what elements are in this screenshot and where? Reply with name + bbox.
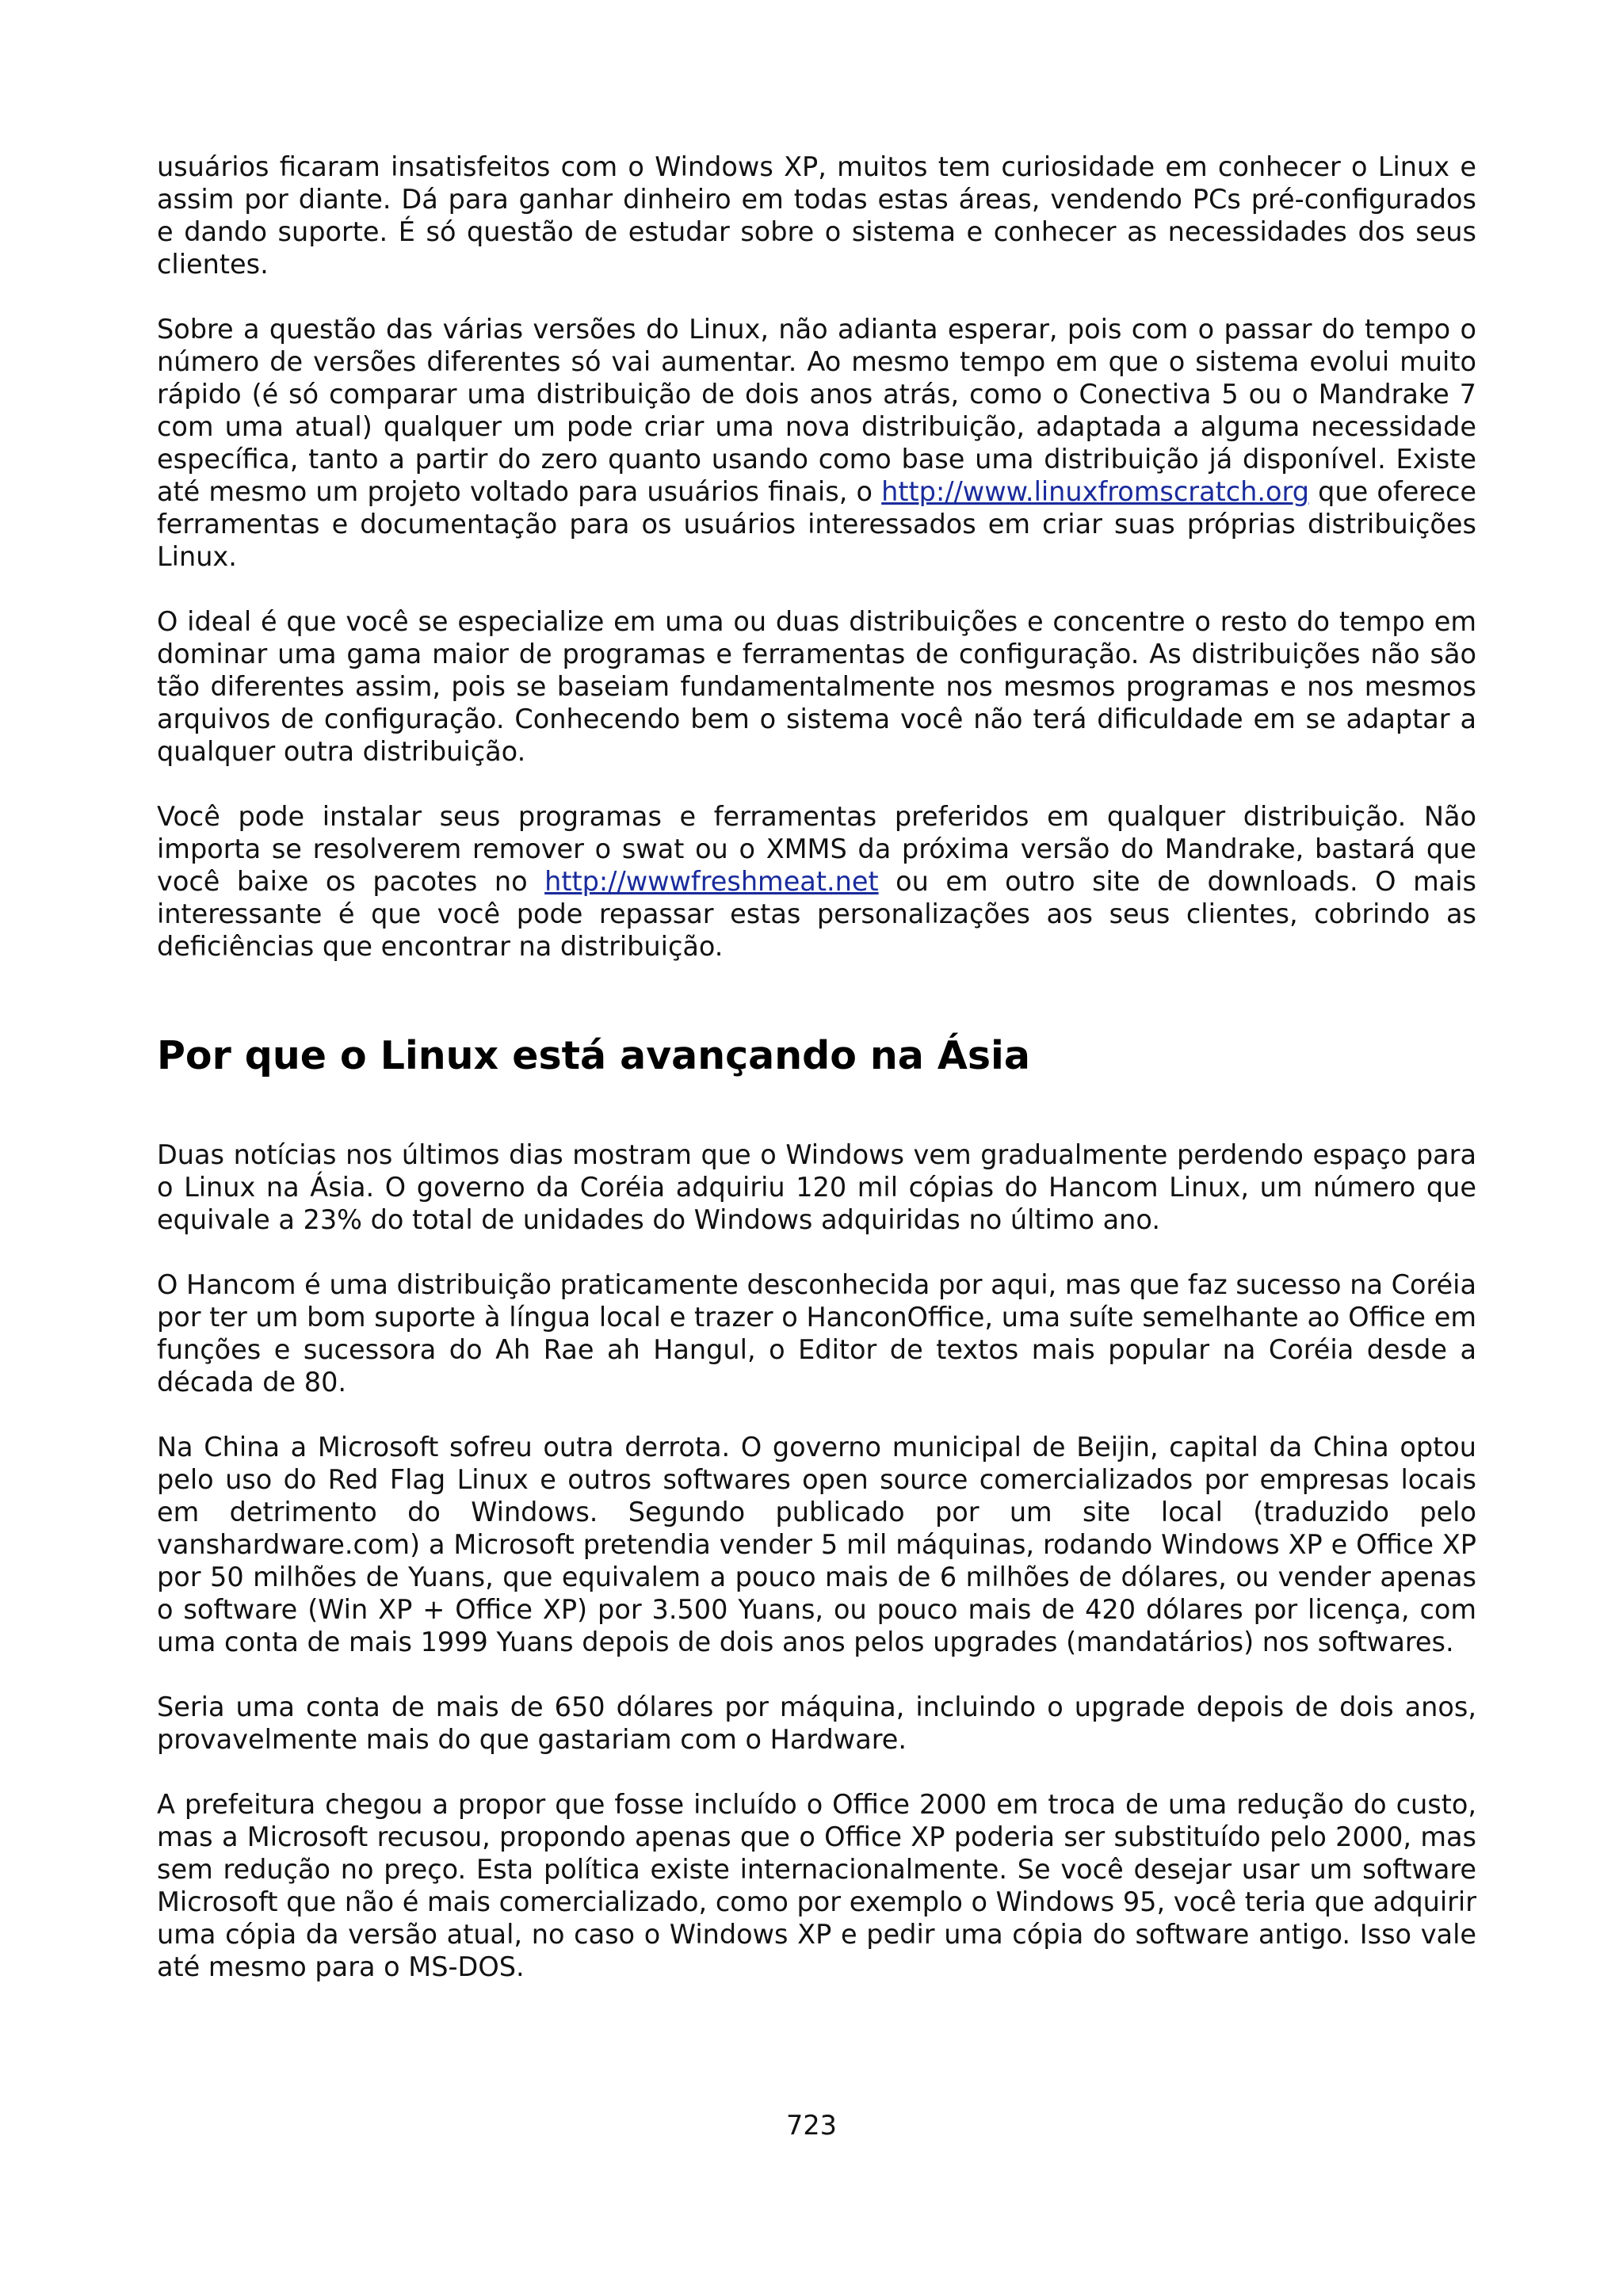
paragraph-8: Seria uma conta de mais de 650 dólares por máquina, incluindo o upgrade depois de dois anos, provavelmente mais do que gastariam com o Hardware. [157, 1691, 1476, 1755]
paragraph-4-text-b: ou em outro site de downloads. O mais interessante é que você pode repassar estas personalizações aos seus clientes, cobrindo as deficiências que encontrar na distribuição. [157, 866, 1476, 962]
paragraph-9: A prefeitura chegou a propor que fosse incluído o Office 2000 em troca de uma redução do custo, mas a Microsoft recusou, propondo apenas que o Office XP poderia ser substituído pelo 2000, mas sem redução no preço. Esta política existe internacionalmente. Se você desejar usar um software Microsoft que não é mais comercializado, como por exemplo o Windows 95, você teria que adquirir uma cópia da versão atual, no caso o Windows XP e pedir uma cópia do software antigo. Isso vale até mesmo para o MS-DOS. [157, 1789, 1476, 1982]
paragraph-1: usuários ficaram insatisfeitos com o Windows XP, muitos tem curiosidade em conhecer o Linux e assim por diante. Dá para ganhar dinheiro em todas estas áreas, vendendo PCs pré-configurados e dando suporte. É só questão de estudar sobre o sistema e conhecer as necessidades dos seus clientes. [157, 151, 1476, 280]
paragraph-4-text-a: Você pode instalar seus programas e ferramentas preferidos em qualquer distribuição. Não importa se resolverem remover o swat ou o XMMS da próxima versão do Mandrake, bastará que você baixe os pacotes no [157, 801, 1476, 897]
paragraph-2 [157, 313, 1476, 573]
paragraph-5: Duas notícias nos últimos dias mostram que o Windows vem gradualmente perdendo espaço para o Linux na Ásia. O governo da Coréia adquiriu 120 mil cópias do Hancom Linux, um número que equivale a 23% do total de unidades do Windows adquiridas no último ano. [157, 1139, 1476, 1235]
paragraph-7: Na China a Microsoft sofreu outra derrota. O governo municipal de Beijin, capital da China optou pelo uso do Red Flag Linux e outros softwares open source comercializados por empresas locais em detrimento do Windows. Segundo publicado por um site local (traduzido pelo vanshardware.com) a Microsoft pretendia vender 5 mil máquinas, rodando Windows XP e Office XP por 50 milhões de Yuans, que equivalem a pouco mais de 6 milhões de dólares, ou vender apenas o software (Win XP + Office XP) por 3.500 Yuans, ou pouco mais de 420 dólares por licença, com uma conta de mais 1999 Yuans depois de dois anos pelos upgrades (mandatários) nos softwares. [157, 1432, 1476, 1657]
paragraph-6: O Hancom é uma distribuição praticamente desconhecida por aqui, mas que faz sucesso na Coréia por ter um bom suporte à língua local e trazer o HanconOffice, uma suíte semelhante ao Office em funções e sucessora do Ah Rae ah Hangul, o Editor de textos mais popular na Coréia desde a década de 80. [157, 1269, 1476, 1398]
link-freshmeat[interactable]: http://wwwfreshmeat.net [544, 866, 879, 897]
paragraph-2-text-b: que oferece ferramentas e documentação para os usuários interessados em criar suas próprias distribuições Linux. [157, 476, 1476, 572]
page-number: 723 [786, 2110, 837, 2141]
paragraph-3: O ideal é que você se especialize em uma ou duas distribuições e concentre o resto do tempo em dominar uma gama maior de programas e ferramentas de configuração. As distribuições não são tão diferentes assim, pois se baseiam fundamentalmente nos mesmos programas e nos mesmos arquivos de configuração. Conhecendo bem o sistema você não terá dificuldade em se adaptar a qualquer outra distribuição. [157, 606, 1476, 767]
paragraph-2-text-a: Sobre a questão das várias versões do Linux, não adianta esperar, pois com o passar do tempo o número de versões diferentes só vai aumentar. Ao mesmo tempo em que o sistema evolui muito rápido (é só comparar uma distribuição de dois anos atrás, como o Conectiva 5 ou o Mandrake 7 com uma atual) qualquer um pode criar uma nova distribuição, adaptada a alguma necessidade específica, tanto a partir do zero quanto usando como base uma distribuição já disponível. Existe até mesmo um projeto voltado para usuários finais, o [157, 314, 1476, 507]
section-heading: Por que o Linux está avançando na Ásia [157, 1033, 1030, 1078]
paragraph-4 [157, 800, 1476, 963]
link-linuxfromscratch[interactable]: http://www.linuxfromscratch.org [881, 476, 1309, 507]
